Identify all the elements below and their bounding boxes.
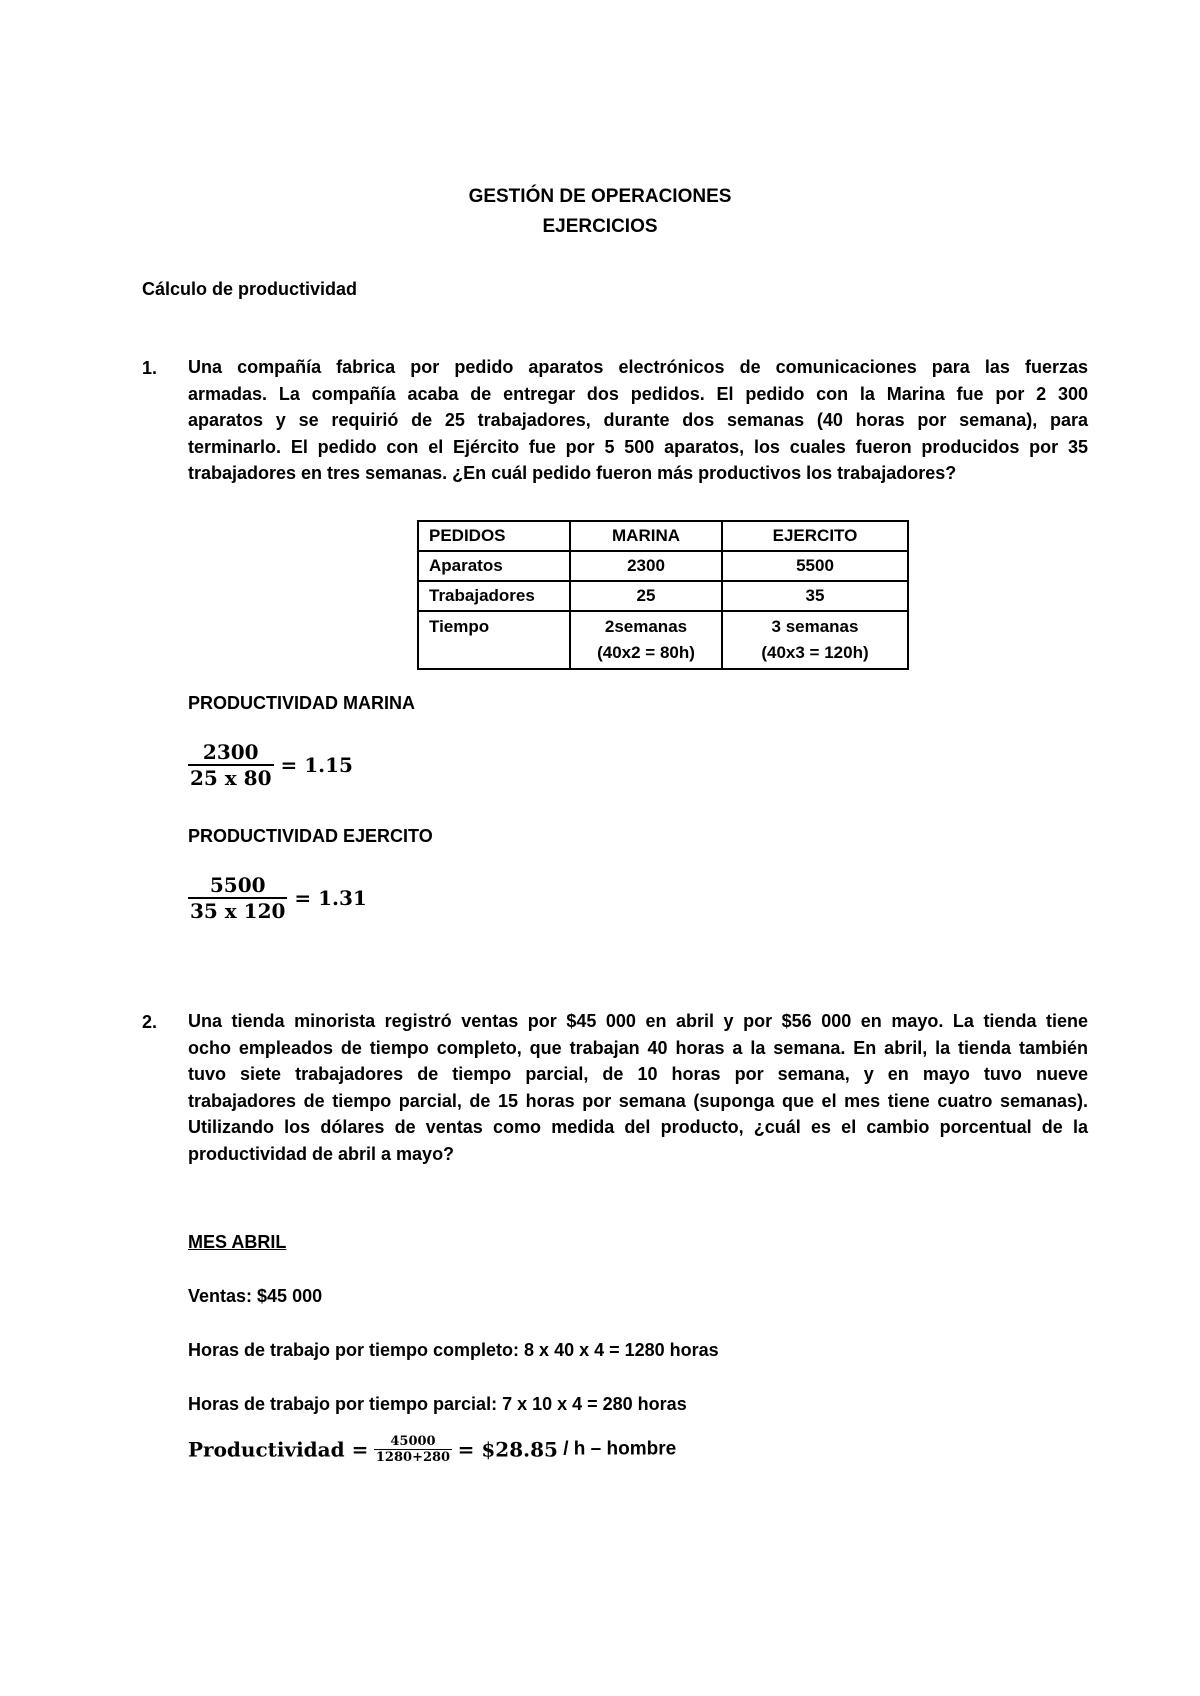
problem-1-line: armadas. La compañía acaba de entregar dos pedidos. El pedido con la Marina fue por 2 300 bbox=[188, 383, 1088, 404]
time-hours: (40x2 = 80h) bbox=[597, 643, 695, 662]
marina-heading: PRODUCTIVIDAD MARINA bbox=[188, 693, 415, 713]
table-cell: Tiempo bbox=[418, 611, 570, 669]
table-row bbox=[418, 611, 908, 669]
problem-2-line: trabajadores de tiempo parcial, de 15 horas por semana (suponga que el mes tiene cuatro semanas). bbox=[188, 1090, 1088, 1111]
productivity-label: Productividad = bbox=[188, 1437, 369, 1462]
part-time-hours-line: Horas de trabajo por tiempo parcial: 7 x 10 x 4 = 280 horas bbox=[188, 1394, 687, 1414]
problem-1-number: 1. bbox=[142, 358, 158, 378]
section-heading: Cálculo de productividad bbox=[142, 279, 358, 299]
table-cell bbox=[570, 611, 722, 669]
table-header-cell: EJERCITO bbox=[722, 521, 908, 551]
table-cell: 35 bbox=[722, 581, 908, 611]
table-cell: Aparatos bbox=[418, 551, 570, 581]
fraction-denominator: 25 x 80 bbox=[190, 766, 272, 790]
ejercito-fraction bbox=[188, 873, 287, 923]
document-subtitle: EJERCICIOS bbox=[542, 216, 658, 237]
problem-1-line: trabajadores en tres semanas. ¿En cuál pedido fueron más productivos los trabajadores? bbox=[188, 463, 957, 484]
marina-fraction bbox=[188, 740, 274, 790]
problem-2-line: Utilizando los dólares de ventas como medida del producto, ¿cuál es el cambio porcentual de la bbox=[188, 1117, 1088, 1138]
productivity-fraction bbox=[374, 1434, 452, 1465]
problem-2-line: ocho empleados de tiempo completo, que trabajan 40 horas a la semana. En abril, la tienda también bbox=[188, 1037, 1088, 1058]
document-title: GESTIÓN DE OPERACIONES bbox=[468, 186, 732, 207]
time-hours: (40x3 = 120h) bbox=[761, 643, 869, 662]
sales-line: Ventas: $45 000 bbox=[188, 1286, 323, 1306]
table-header-cell: PEDIDOS bbox=[418, 521, 570, 551]
orders-table bbox=[417, 520, 909, 670]
problem-2-line: tuvo siete trabajadores de tiempo parcial, de 10 horas por semana, y en mayo tuvo nueve bbox=[188, 1064, 1088, 1085]
problem-2-number: 2. bbox=[142, 1012, 158, 1032]
table-cell: 5500 bbox=[722, 551, 908, 581]
problem-2-line: Una tienda minorista registró ventas por $45 000 en abril y por $56 000 en mayo. La tienda tiene bbox=[188, 1011, 1088, 1031]
problem-1-line: Una compañía fabrica por pedido aparatos electrónicos de comunicaciones para las fuerzas bbox=[188, 357, 1088, 377]
problem-2-statement bbox=[188, 1008, 1088, 1168]
fraction-numerator: 2300 bbox=[202, 740, 259, 764]
fraction-denominator: 35 x 120 bbox=[190, 899, 286, 923]
table-cell: 2300 bbox=[570, 551, 722, 581]
fraction-result: = 1.15 bbox=[280, 753, 353, 777]
fraction-numerator: 5500 bbox=[209, 873, 266, 897]
problem-2-line: productividad de abril a mayo? bbox=[188, 1143, 455, 1164]
table-row bbox=[418, 551, 908, 581]
table-row bbox=[418, 581, 908, 611]
productivity-formula bbox=[188, 1434, 676, 1465]
fraction-numerator: 45000 bbox=[390, 1434, 436, 1449]
time-weeks: 3 semanas bbox=[771, 617, 859, 636]
fraction-result: = 1.31 bbox=[294, 886, 367, 910]
fraction-denominator: 1280+280 bbox=[375, 1450, 451, 1465]
full-time-hours-line: Horas de trabajo por tiempo completo: 8 x 40 x 4 = 1280 horas bbox=[188, 1340, 719, 1360]
time-weeks: 2semanas bbox=[604, 617, 688, 636]
month-heading: MES ABRIL bbox=[188, 1232, 287, 1252]
table-cell bbox=[722, 611, 908, 669]
ejercito-formula bbox=[188, 873, 367, 923]
problem-1-line: aparatos y se requirió de 25 trabajadores, durante dos semanas (40 horas por semana), para bbox=[188, 410, 1088, 431]
table-header-row bbox=[418, 521, 908, 551]
problem-1-line: terminarlo. El pedido con el Ejército fue por 5 500 aparatos, los cuales fueron producidos por 35 bbox=[188, 436, 1088, 457]
table-cell: Trabajadores bbox=[418, 581, 570, 611]
problem-1-statement bbox=[188, 354, 1088, 487]
productivity-unit: / h – hombre bbox=[557, 1438, 677, 1460]
ejercito-heading: PRODUCTIVIDAD EJERCITO bbox=[188, 826, 433, 846]
productivity-result: = $28.85 bbox=[457, 1437, 558, 1462]
table-cell: 25 bbox=[570, 581, 722, 611]
table-header-cell: MARINA bbox=[570, 521, 722, 551]
marina-formula bbox=[188, 740, 353, 790]
